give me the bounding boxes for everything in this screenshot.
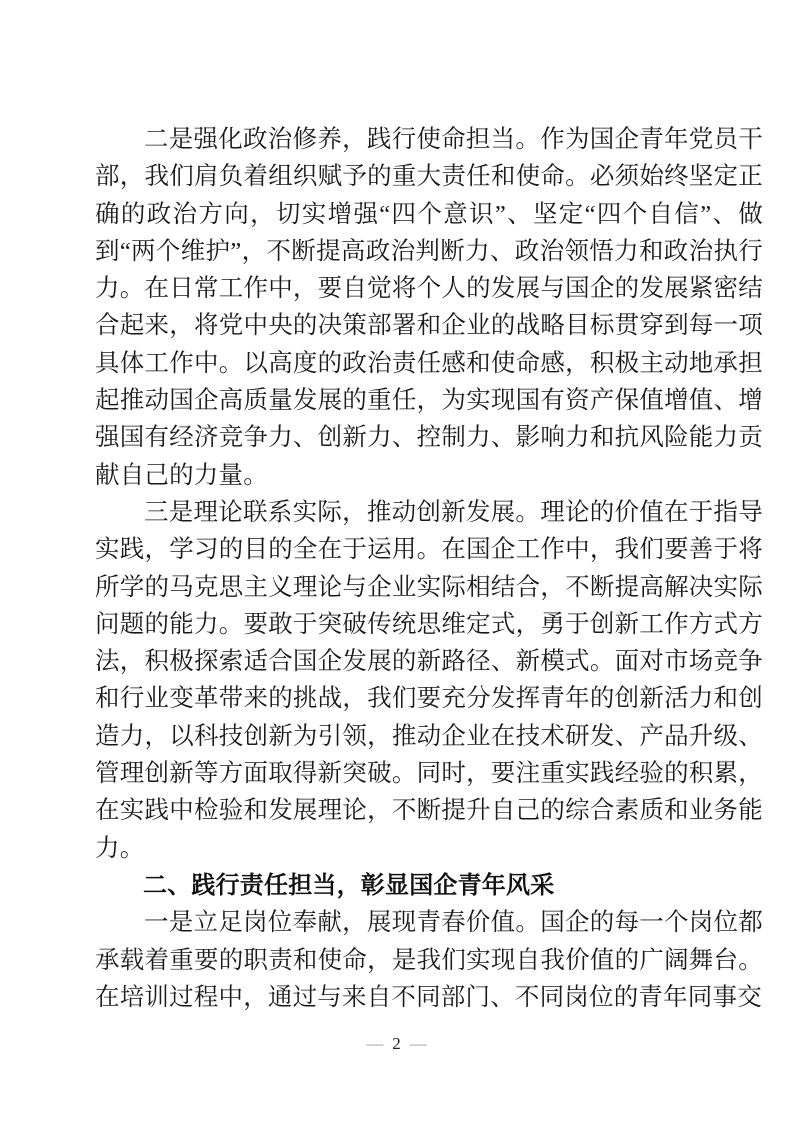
page-number: 2 (392, 1034, 401, 1053)
document-body (95, 121, 763, 1016)
footer-dash-left: — (366, 1034, 384, 1053)
paragraph-political-cultivation: 二是强化政治修养，践行使命担当。作为国企青年党员干部，我们肩负着组织赋予的重大责任和使命。必须始终坚定正确的政治方向，切实增强“四个意识”、坚定“四个自信”、做到“两个维护”，不断提高政治判断力、政治领悟力和政治执行力。在日常工作中，要自觉将个人的发展与国企的发展紧密结合起来，将党中央的决策部署和企业的战略目标贯穿到每一项具体工作中。以高度的政治责任感和使命感，积极主动地承担起推动国企高质量发展的重任，为实现国有资产保值增值、增强国有经济竞争力、创新力、控制力、影响力和抗风险能力贡献自己的力量。 (95, 126, 763, 489)
footer-dash-right: — (409, 1034, 427, 1053)
paragraph-theory-practice: 三是理论联系实际，推动创新发展。理论的价值在于指导实践，学习的目的全在于运用。在国企工作中，我们要善于将所学的马克思主义理论与企业实际相结合，不断提高解决实际问题的能力。要敢于突破传统思维定式，勇于创新工作方式方法，积极探索适合国企发展的新路径、新模式。面对市场竞争和行业变革带来的挑战，我们要充分发挥青年的创新活力和创造力，以科技创新为引领，推动企业在技术研发、产品升级、管理创新等方面取得新突破。同时，要注重实践经验的积累，在实践中检验和发展理论，不断提升自己的综合素质和业务能力。 (95, 498, 763, 862)
section-heading-responsibility: 二、践行责任担当，彰显国企青年风采 (143, 871, 555, 899)
page-footer (0, 1033, 793, 1055)
paragraph-job-dedication: 一是立足岗位奉献，展现青春价值。国企的每一个岗位都承载着重要的职责和使命，是我们实现自我价值的广阔舞台。在培训过程中，通过与来自不同部门、不同岗位的青年同事交 (95, 909, 763, 1011)
